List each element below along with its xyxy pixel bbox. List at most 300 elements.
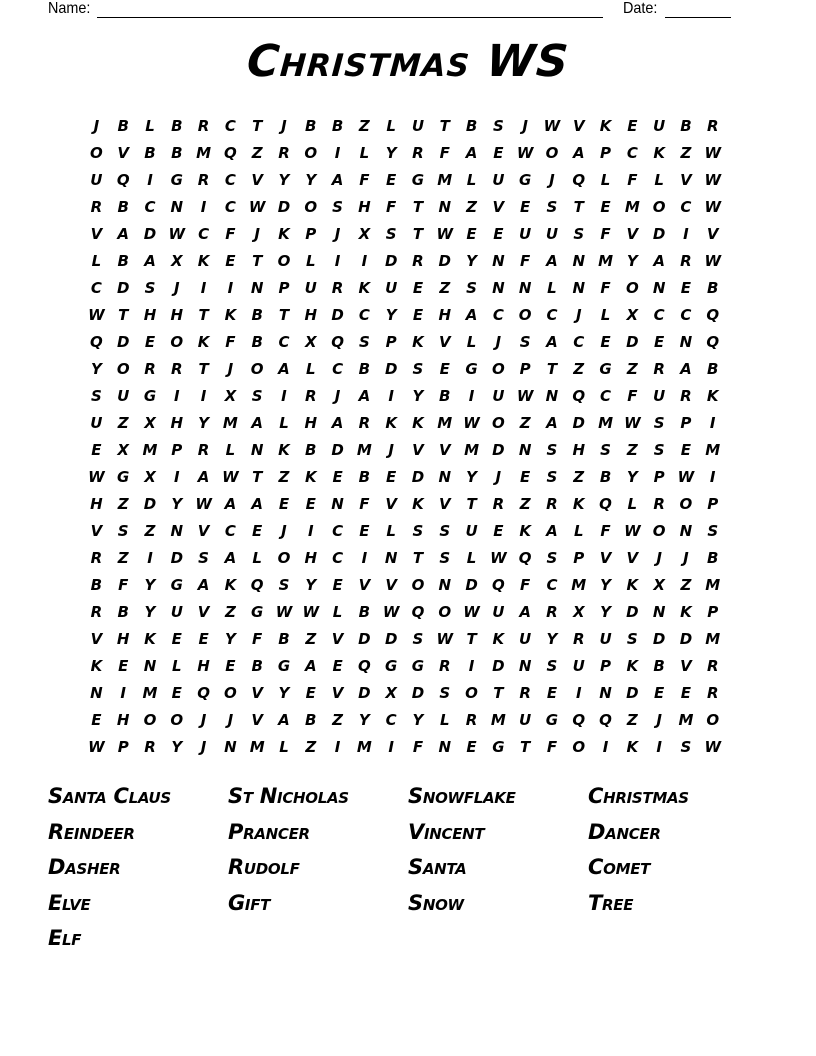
grid-cell[interactable]: V xyxy=(626,549,639,567)
grid-cell[interactable]: A xyxy=(251,495,263,513)
grid-cell[interactable]: T xyxy=(466,630,477,648)
grid-cell[interactable]: Q xyxy=(706,333,720,351)
grid-cell[interactable]: E xyxy=(439,360,450,378)
grid-cell[interactable]: Z xyxy=(680,576,692,594)
grid-cell[interactable]: G xyxy=(411,657,425,675)
grid-cell[interactable]: S xyxy=(412,630,424,648)
grid-cell[interactable]: O xyxy=(170,333,184,351)
grid-cell[interactable]: S xyxy=(439,522,451,540)
grid-cell[interactable]: L xyxy=(252,549,262,567)
grid-cell[interactable]: F xyxy=(627,387,638,405)
grid-cell[interactable]: Z xyxy=(680,144,692,162)
grid-cell[interactable]: I xyxy=(334,738,341,756)
grid-cell[interactable]: K xyxy=(599,117,612,135)
grid-cell[interactable]: Q xyxy=(599,711,612,729)
grid-cell[interactable]: T xyxy=(198,306,209,324)
grid-cell[interactable]: R xyxy=(358,414,371,432)
grid-cell[interactable]: O xyxy=(304,144,318,162)
grid-cell[interactable]: L xyxy=(654,171,664,189)
grid-cell[interactable]: L xyxy=(332,603,343,621)
grid-cell[interactable]: C xyxy=(573,333,585,351)
grid-cell[interactable]: M xyxy=(705,441,721,459)
grid-cell[interactable]: R xyxy=(706,657,719,675)
grid-cell[interactable]: R xyxy=(546,603,558,621)
grid-cell[interactable]: F xyxy=(600,225,611,243)
grid-cell[interactable]: M xyxy=(571,576,587,594)
grid-cell[interactable]: I xyxy=(147,549,153,567)
grid-cell[interactable]: Y xyxy=(546,630,558,648)
grid-cell[interactable]: E xyxy=(252,522,263,540)
grid-cell[interactable]: O xyxy=(250,360,264,378)
grid-cell[interactable]: R xyxy=(706,117,719,135)
grid-cell[interactable]: K xyxy=(144,630,156,648)
grid-cell[interactable]: N xyxy=(652,603,666,621)
grid-cell[interactable]: K xyxy=(224,576,237,594)
grid-cell[interactable]: O xyxy=(465,684,478,702)
grid-cell[interactable]: D xyxy=(143,495,157,513)
grid-cell[interactable]: O xyxy=(652,522,666,540)
grid-cell[interactable]: B xyxy=(251,657,263,675)
grid-cell[interactable]: T xyxy=(198,360,209,378)
grid-cell[interactable]: E xyxy=(332,468,343,486)
grid-cell[interactable]: M xyxy=(222,414,238,432)
grid-cell[interactable]: Y xyxy=(171,738,183,756)
grid-cell[interactable]: J xyxy=(388,441,394,459)
grid-cell[interactable]: O xyxy=(652,198,666,216)
grid-cell[interactable]: M xyxy=(705,630,721,648)
grid-cell[interactable]: N xyxy=(679,522,693,540)
grid-cell[interactable]: R xyxy=(304,387,317,405)
grid-cell[interactable]: E xyxy=(466,738,477,756)
grid-cell[interactable]: K xyxy=(626,576,639,594)
name-field[interactable] xyxy=(97,1,603,18)
grid-cell[interactable]: W xyxy=(248,198,266,216)
grid-cell[interactable]: M xyxy=(678,711,694,729)
grid-cell[interactable]: Y xyxy=(626,468,638,486)
grid-cell[interactable]: Z xyxy=(144,522,156,540)
grid-cell[interactable]: A xyxy=(546,414,558,432)
grid-cell[interactable]: J xyxy=(495,468,502,486)
grid-cell[interactable]: S xyxy=(198,549,209,567)
grid-cell[interactable]: D xyxy=(411,468,425,486)
grid-cell[interactable]: H xyxy=(304,414,318,432)
grid-cell[interactable]: Y xyxy=(305,576,317,594)
grid-cell[interactable]: E xyxy=(493,225,504,243)
grid-cell[interactable]: E xyxy=(493,144,504,162)
grid-cell[interactable]: H xyxy=(116,711,130,729)
grid-cell[interactable]: K xyxy=(224,306,237,324)
grid-cell[interactable]: G xyxy=(170,576,183,594)
grid-cell[interactable]: F xyxy=(520,252,531,270)
grid-cell[interactable]: J xyxy=(227,711,234,729)
grid-cell[interactable]: V xyxy=(197,603,210,621)
grid-cell[interactable]: I xyxy=(334,144,341,162)
grid-cell[interactable]: C xyxy=(224,171,236,189)
grid-cell[interactable]: I xyxy=(227,279,234,297)
grid-cell[interactable]: J xyxy=(656,711,662,729)
grid-cell[interactable]: R xyxy=(90,198,103,216)
grid-cell[interactable]: N xyxy=(143,657,157,675)
grid-cell[interactable]: I xyxy=(683,225,689,243)
grid-cell[interactable]: N xyxy=(250,441,264,459)
grid-cell[interactable]: N xyxy=(518,279,532,297)
grid-cell[interactable]: H xyxy=(572,441,586,459)
grid-cell[interactable]: A xyxy=(331,171,344,189)
grid-cell[interactable]: A xyxy=(331,414,344,432)
grid-cell[interactable]: P xyxy=(573,549,585,567)
grid-cell[interactable]: O xyxy=(143,711,157,729)
grid-cell[interactable]: Z xyxy=(117,549,129,567)
grid-cell[interactable]: I xyxy=(602,738,609,756)
grid-cell[interactable]: B xyxy=(439,387,451,405)
grid-cell[interactable]: B xyxy=(90,576,103,594)
grid-cell[interactable]: X xyxy=(144,414,156,432)
grid-cell[interactable]: U xyxy=(492,603,505,621)
grid-cell[interactable]: D xyxy=(492,441,505,459)
grid-cell[interactable]: I xyxy=(200,279,207,297)
grid-cell[interactable]: N xyxy=(224,738,237,756)
grid-cell[interactable]: N xyxy=(90,684,103,702)
grid-cell[interactable]: Q xyxy=(357,657,371,675)
grid-cell[interactable]: W xyxy=(382,603,400,621)
grid-cell[interactable]: R xyxy=(412,144,424,162)
grid-cell[interactable]: A xyxy=(224,549,237,567)
grid-cell[interactable]: Q xyxy=(116,171,130,189)
grid-cell[interactable]: U xyxy=(545,225,559,243)
grid-cell[interactable]: W xyxy=(436,630,454,648)
grid-cell[interactable]: B xyxy=(117,198,129,216)
grid-cell[interactable]: V xyxy=(680,171,692,189)
grid-cell[interactable]: O xyxy=(518,306,532,324)
grid-cell[interactable]: M xyxy=(598,252,613,270)
grid-cell[interactable]: M xyxy=(624,198,640,216)
grid-cell[interactable]: N xyxy=(438,738,452,756)
grid-cell[interactable]: A xyxy=(197,576,210,594)
grid-cell[interactable]: L xyxy=(91,252,102,270)
grid-cell[interactable]: N xyxy=(599,684,612,702)
grid-cell[interactable]: V xyxy=(90,522,103,540)
grid-cell[interactable]: L xyxy=(305,360,316,378)
grid-cell[interactable]: L xyxy=(600,171,611,189)
grid-cell[interactable]: Z xyxy=(117,495,129,513)
grid-cell[interactable]: I xyxy=(468,657,475,675)
grid-cell[interactable]: W xyxy=(88,468,105,486)
grid-cell[interactable]: O xyxy=(224,684,237,702)
grid-cell[interactable]: W xyxy=(624,414,641,432)
grid-cell[interactable]: N xyxy=(679,333,693,351)
grid-cell[interactable]: A xyxy=(278,711,290,729)
grid-cell[interactable]: D xyxy=(143,225,157,243)
grid-cell[interactable]: W xyxy=(516,144,534,162)
grid-cell[interactable]: E xyxy=(493,522,504,540)
grid-cell[interactable]: V xyxy=(358,576,371,594)
grid-cell[interactable]: O xyxy=(491,414,505,432)
grid-cell[interactable]: U xyxy=(653,117,666,135)
grid-cell[interactable]: E xyxy=(627,117,638,135)
grid-cell[interactable]: E xyxy=(654,333,665,351)
grid-cell[interactable]: A xyxy=(251,414,263,432)
grid-cell[interactable]: R xyxy=(90,603,103,621)
grid-cell[interactable]: T xyxy=(118,306,129,324)
grid-cell[interactable]: M xyxy=(705,576,721,594)
grid-cell[interactable]: E xyxy=(386,468,397,486)
grid-cell[interactable]: T xyxy=(573,198,584,216)
grid-cell[interactable]: J xyxy=(656,549,662,567)
grid-cell[interactable]: E xyxy=(520,198,531,216)
grid-cell[interactable]: B xyxy=(305,441,317,459)
grid-cell[interactable]: V xyxy=(438,441,451,459)
grid-cell[interactable]: F xyxy=(386,198,397,216)
grid-cell[interactable]: S xyxy=(626,630,638,648)
grid-cell[interactable]: L xyxy=(279,414,289,432)
grid-cell[interactable]: B xyxy=(358,468,371,486)
grid-cell[interactable]: U xyxy=(117,387,130,405)
grid-cell[interactable]: O xyxy=(438,603,452,621)
grid-cell[interactable]: J xyxy=(334,387,341,405)
grid-cell[interactable]: D xyxy=(331,441,344,459)
grid-cell[interactable]: I xyxy=(120,684,126,702)
grid-cell[interactable]: D xyxy=(652,225,666,243)
grid-cell[interactable]: E xyxy=(144,333,156,351)
grid-cell[interactable]: V xyxy=(90,225,103,243)
grid-cell[interactable]: Q xyxy=(224,144,237,162)
grid-cell[interactable]: S xyxy=(680,738,692,756)
grid-cell[interactable]: R xyxy=(144,360,156,378)
grid-cell[interactable]: E xyxy=(332,657,343,675)
grid-cell[interactable]: Q xyxy=(706,306,720,324)
grid-cell[interactable]: V xyxy=(331,630,344,648)
grid-cell[interactable]: X xyxy=(144,468,156,486)
grid-cell[interactable]: M xyxy=(437,414,453,432)
grid-cell[interactable]: H xyxy=(116,630,130,648)
grid-cell[interactable]: A xyxy=(572,144,585,162)
grid-cell[interactable]: W xyxy=(704,252,721,270)
grid-cell[interactable]: Z xyxy=(278,468,290,486)
grid-cell[interactable]: N xyxy=(438,576,452,594)
grid-cell[interactable]: X xyxy=(626,306,639,324)
grid-cell[interactable]: C xyxy=(626,144,638,162)
grid-cell[interactable]: Z xyxy=(358,117,370,135)
grid-cell[interactable]: O xyxy=(679,495,693,513)
grid-cell[interactable]: W xyxy=(168,225,186,243)
grid-cell[interactable]: R xyxy=(653,360,665,378)
grid-cell[interactable]: L xyxy=(466,549,477,567)
grid-cell[interactable]: R xyxy=(519,684,531,702)
grid-cell[interactable]: C xyxy=(546,576,558,594)
grid-cell[interactable]: K xyxy=(706,387,719,405)
grid-cell[interactable]: C xyxy=(224,522,236,540)
grid-cell[interactable]: U xyxy=(572,657,585,675)
grid-cell[interactable]: E xyxy=(198,630,209,648)
grid-cell[interactable]: U xyxy=(385,279,398,297)
grid-cell[interactable]: L xyxy=(225,441,236,459)
grid-cell[interactable]: B xyxy=(599,468,612,486)
grid-cell[interactable]: D xyxy=(384,252,398,270)
grid-cell[interactable]: K xyxy=(304,468,317,486)
grid-cell[interactable]: R xyxy=(197,117,210,135)
grid-cell[interactable]: V xyxy=(251,171,263,189)
grid-cell[interactable]: R xyxy=(331,279,344,297)
grid-cell[interactable]: S xyxy=(358,333,370,351)
grid-cell[interactable]: J xyxy=(173,279,180,297)
grid-cell[interactable]: W xyxy=(624,522,641,540)
date-field[interactable] xyxy=(665,1,731,18)
grid-cell[interactable]: V xyxy=(412,441,424,459)
grid-cell[interactable]: Y xyxy=(626,252,638,270)
grid-cell[interactable]: C xyxy=(358,306,370,324)
grid-cell[interactable]: L xyxy=(279,738,289,756)
grid-cell[interactable]: E xyxy=(412,279,424,297)
grid-cell[interactable]: K xyxy=(492,630,505,648)
grid-cell[interactable]: M xyxy=(142,441,158,459)
grid-cell[interactable]: A xyxy=(304,657,317,675)
grid-cell[interactable]: E xyxy=(680,279,692,297)
grid-cell[interactable]: V xyxy=(90,630,103,648)
grid-cell[interactable]: Z xyxy=(626,360,638,378)
grid-cell[interactable]: L xyxy=(386,117,396,135)
grid-cell[interactable]: K xyxy=(626,738,639,756)
grid-cell[interactable]: S xyxy=(439,549,451,567)
grid-cell[interactable]: C xyxy=(90,279,102,297)
grid-cell[interactable]: C xyxy=(144,198,156,216)
grid-cell[interactable]: K xyxy=(680,603,692,621)
grid-cell[interactable]: Z xyxy=(573,468,585,486)
grid-cell[interactable]: J xyxy=(281,117,287,135)
grid-cell[interactable]: G xyxy=(465,360,478,378)
grid-cell[interactable]: S xyxy=(278,576,290,594)
grid-cell[interactable]: T xyxy=(520,738,531,756)
grid-cell[interactable]: N xyxy=(331,495,344,513)
grid-cell[interactable]: H xyxy=(90,495,103,513)
grid-cell[interactable]: S xyxy=(117,522,129,540)
grid-cell[interactable]: W xyxy=(490,549,507,567)
grid-cell[interactable]: E xyxy=(225,657,236,675)
grid-cell[interactable]: D xyxy=(652,630,666,648)
grid-cell[interactable]: W xyxy=(704,171,721,189)
grid-cell[interactable]: L xyxy=(359,144,370,162)
grid-cell[interactable]: X xyxy=(385,684,397,702)
grid-cell[interactable]: Y xyxy=(224,630,236,648)
grid-cell[interactable]: D xyxy=(116,333,130,351)
grid-cell[interactable]: O xyxy=(277,549,291,567)
grid-cell[interactable]: Y xyxy=(412,711,424,729)
grid-cell[interactable]: B xyxy=(117,117,129,135)
grid-cell[interactable]: Q xyxy=(250,576,264,594)
grid-cell[interactable]: Z xyxy=(439,279,451,297)
grid-cell[interactable]: A xyxy=(117,225,129,243)
grid-cell[interactable]: E xyxy=(546,684,558,702)
grid-cell[interactable]: J xyxy=(200,738,207,756)
grid-cell[interactable]: M xyxy=(356,441,372,459)
grid-cell[interactable]: W xyxy=(704,198,721,216)
grid-cell[interactable]: W xyxy=(275,603,293,621)
grid-cell[interactable]: M xyxy=(249,738,265,756)
grid-cell[interactable]: V xyxy=(117,144,129,162)
grid-cell[interactable]: S xyxy=(546,198,558,216)
grid-cell[interactable]: J xyxy=(683,549,689,567)
grid-cell[interactable]: W xyxy=(195,495,212,513)
grid-cell[interactable]: S xyxy=(90,387,102,405)
grid-cell[interactable]: L xyxy=(386,522,396,540)
grid-cell[interactable]: T xyxy=(278,306,290,324)
grid-cell[interactable]: X xyxy=(224,387,237,405)
grid-cell[interactable]: B xyxy=(305,711,317,729)
grid-cell[interactable]: J xyxy=(495,333,502,351)
grid-cell[interactable]: Y xyxy=(358,711,370,729)
grid-cell[interactable]: H xyxy=(170,414,184,432)
grid-cell[interactable]: Y xyxy=(198,414,210,432)
grid-cell[interactable]: A xyxy=(197,468,210,486)
grid-cell[interactable]: M xyxy=(598,414,613,432)
grid-cell[interactable]: V xyxy=(680,657,692,675)
grid-cell[interactable]: U xyxy=(170,603,183,621)
grid-cell[interactable]: U xyxy=(519,630,532,648)
grid-cell[interactable]: C xyxy=(332,549,344,567)
grid-cell[interactable]: F xyxy=(359,171,370,189)
grid-cell[interactable]: C xyxy=(680,198,692,216)
grid-cell[interactable]: I xyxy=(361,252,368,270)
grid-cell[interactable]: E xyxy=(680,441,692,459)
grid-cell[interactable]: N xyxy=(492,252,505,270)
grid-cell[interactable]: P xyxy=(653,468,665,486)
grid-cell[interactable]: V xyxy=(706,225,719,243)
grid-cell[interactable]: B xyxy=(171,144,183,162)
grid-cell[interactable]: B xyxy=(117,252,129,270)
grid-cell[interactable]: X xyxy=(572,603,585,621)
grid-cell[interactable]: Q xyxy=(90,333,103,351)
grid-cell[interactable]: B xyxy=(144,144,156,162)
grid-cell[interactable]: V xyxy=(438,333,451,351)
grid-cell[interactable]: U xyxy=(90,171,103,189)
grid-cell[interactable]: K xyxy=(197,252,210,270)
grid-cell[interactable]: S xyxy=(412,522,424,540)
grid-cell[interactable]: E xyxy=(91,711,102,729)
grid-cell[interactable]: K xyxy=(358,279,371,297)
grid-cell[interactable]: B xyxy=(653,657,665,675)
grid-cell[interactable]: L xyxy=(172,657,182,675)
grid-cell[interactable]: B xyxy=(465,117,478,135)
grid-cell[interactable]: C xyxy=(332,522,344,540)
grid-cell[interactable]: Q xyxy=(411,603,425,621)
grid-cell[interactable]: C xyxy=(653,306,665,324)
grid-cell[interactable]: Z xyxy=(573,360,585,378)
grid-cell[interactable]: Z xyxy=(251,144,263,162)
grid-cell[interactable]: B xyxy=(305,117,317,135)
grid-cell[interactable]: R xyxy=(171,360,183,378)
grid-cell[interactable]: S xyxy=(492,117,504,135)
grid-cell[interactable]: X xyxy=(171,252,183,270)
grid-cell[interactable]: Z xyxy=(626,441,638,459)
grid-cell[interactable]: R xyxy=(680,252,692,270)
grid-cell[interactable]: F xyxy=(252,630,263,648)
grid-cell[interactable]: Y xyxy=(466,468,477,486)
grid-cell[interactable]: Z xyxy=(626,711,638,729)
grid-cell[interactable]: G xyxy=(545,711,559,729)
grid-cell[interactable]: D xyxy=(438,252,451,270)
grid-cell[interactable]: H xyxy=(143,306,157,324)
grid-cell[interactable]: K xyxy=(197,333,210,351)
grid-cell[interactable]: H xyxy=(358,198,371,216)
grid-cell[interactable]: O xyxy=(545,144,559,162)
grid-cell[interactable]: J xyxy=(200,711,207,729)
grid-cell[interactable]: G xyxy=(492,738,505,756)
grid-cell[interactable]: V xyxy=(331,684,344,702)
grid-cell[interactable]: P xyxy=(600,657,612,675)
grid-cell[interactable]: A xyxy=(546,252,558,270)
grid-cell[interactable]: B xyxy=(680,117,692,135)
grid-cell[interactable]: T xyxy=(466,495,477,513)
grid-cell[interactable]: L xyxy=(466,333,477,351)
